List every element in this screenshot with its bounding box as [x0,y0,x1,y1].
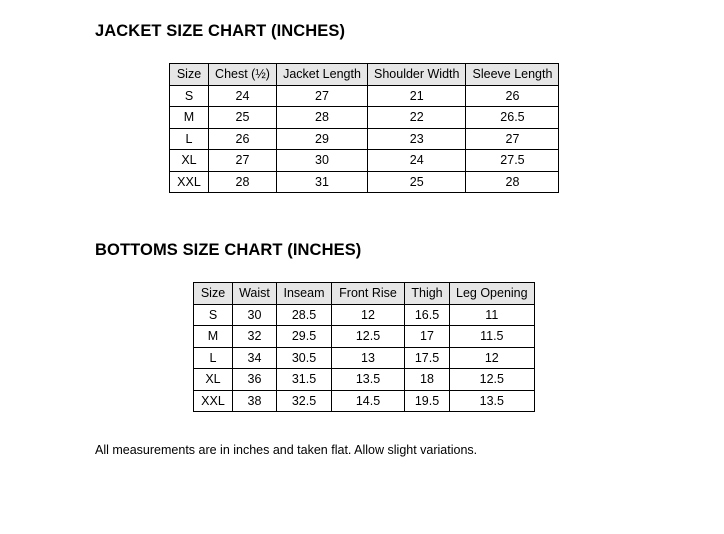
table-cell: 31.5 [277,369,332,391]
table-cell: 13.5 [450,390,535,412]
table-cell: 27 [209,150,277,172]
column-header: Size [194,283,233,305]
bottoms-chart-title: BOTTOMS SIZE CHART (INCHES) [95,241,362,259]
table-cell: 36 [233,369,277,391]
table-cell: 25 [209,107,277,129]
column-header: Chest (½) [209,64,277,86]
table-row [194,326,535,348]
table-cell: 26 [466,85,559,107]
table-cell: 12.5 [332,326,405,348]
table-cell: 28 [277,107,368,129]
table-cell: 23 [368,128,466,150]
table-cell: 28 [466,171,559,193]
table-cell: 26.5 [466,107,559,129]
table-cell: 27 [277,85,368,107]
table-row [194,369,535,391]
table-cell: 18 [405,369,450,391]
table-row [194,304,535,326]
table-cell: 31 [277,171,368,193]
table-header-row [170,64,559,86]
table-cell: 14.5 [332,390,405,412]
column-header: Waist [233,283,277,305]
table-cell: S [170,85,209,107]
jacket-size-table [169,63,559,193]
column-header: Inseam [277,283,332,305]
table-cell: 12.5 [450,369,535,391]
table-cell: 13 [332,347,405,369]
jacket-chart-title: JACKET SIZE CHART (INCHES) [95,22,346,40]
table-cell: 26 [209,128,277,150]
table-cell: 25 [368,171,466,193]
table-cell: 29.5 [277,326,332,348]
table-cell: 38 [233,390,277,412]
table-cell: 28 [209,171,277,193]
table-row [170,171,559,193]
column-header: Front Rise [332,283,405,305]
table-cell: XL [194,369,233,391]
table-row [170,85,559,107]
column-header: Thigh [405,283,450,305]
table-cell: 17.5 [405,347,450,369]
table-cell: 19.5 [405,390,450,412]
table-cell: 11 [450,304,535,326]
table-row [194,347,535,369]
table-cell: 28.5 [277,304,332,326]
table-cell: 24 [368,150,466,172]
table-row [170,128,559,150]
table-header-row [194,283,535,305]
table-cell: L [194,347,233,369]
column-header: Shoulder Width [368,64,466,86]
table-cell: 30 [277,150,368,172]
table-cell: M [170,107,209,129]
table-row [170,107,559,129]
table-cell: 17 [405,326,450,348]
table-cell: 16.5 [405,304,450,326]
table-cell: XXL [170,171,209,193]
table-cell: 21 [368,85,466,107]
table-cell: 34 [233,347,277,369]
table-cell: M [194,326,233,348]
table-cell: 22 [368,107,466,129]
column-header: Size [170,64,209,86]
table-cell: 27 [466,128,559,150]
bottoms-size-table [193,282,535,412]
table-cell: XXL [194,390,233,412]
table-cell: L [170,128,209,150]
table-cell: 29 [277,128,368,150]
column-header: Sleeve Length [466,64,559,86]
table-cell: 13.5 [332,369,405,391]
table-row [194,390,535,412]
column-header: Jacket Length [277,64,368,86]
table-cell: 12 [332,304,405,326]
table-cell: 32 [233,326,277,348]
table-row [170,150,559,172]
table-cell: 27.5 [466,150,559,172]
table-cell: 12 [450,347,535,369]
measurement-note: All measurements are in inches and taken flat. Allow slight variations. [95,443,478,457]
table-cell: S [194,304,233,326]
column-header: Leg Opening [450,283,535,305]
table-cell: 30 [233,304,277,326]
table-cell: 32.5 [277,390,332,412]
table-cell: 11.5 [450,326,535,348]
table-cell: XL [170,150,209,172]
table-cell: 24 [209,85,277,107]
table-cell: 30.5 [277,347,332,369]
